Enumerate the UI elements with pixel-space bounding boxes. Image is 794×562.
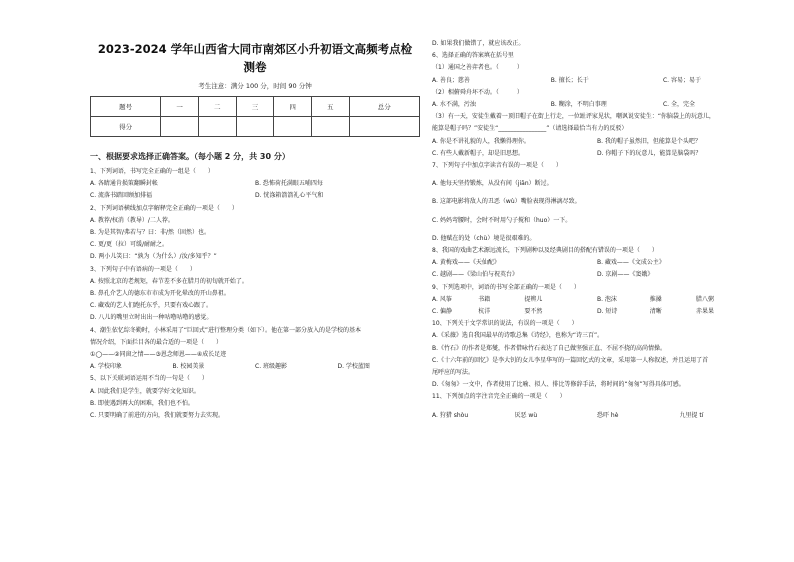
score-table bbox=[90, 96, 420, 137]
option: C. 班级趣影 bbox=[255, 363, 288, 371]
score-cell[interactable] bbox=[349, 117, 419, 137]
option: B. 我的帽子虽然旧，但能算是个头吧？ bbox=[597, 137, 701, 145]
question-8-options bbox=[432, 269, 762, 281]
question-10: 10、下列关于文学常识的说法，有误的一项是（ ） bbox=[432, 320, 578, 328]
question-6-2: （2）相俯舜舟坏不动。（ ） bbox=[432, 88, 523, 96]
option: A.《采薇》选自我国最早的诗歌总集《诗经》，也称为“诗三百”。 bbox=[432, 332, 604, 340]
option: C. 越剧——《梁山伯与祝英台》 bbox=[432, 271, 519, 279]
question-4-cont: 情况介绍，下面拦目各的最合适的一项是（ ） bbox=[90, 338, 223, 346]
question-9-options bbox=[432, 294, 762, 306]
option: D. 学校蓝图 bbox=[337, 363, 370, 371]
option: D. 恍涤箱箭箭礼心平气和 bbox=[255, 192, 324, 200]
score-cell[interactable] bbox=[161, 117, 199, 137]
score-header-cell: 总分 bbox=[349, 97, 419, 117]
exam-note: 考生注意：满分 100 分，时间 90 分钟 bbox=[198, 82, 312, 90]
question-8: 8、我国的戏曲艺术源远流长，下列剧种以及经典剧目的搭配有错误的一项是（ ） bbox=[432, 247, 658, 255]
option: B. 校园美景 bbox=[172, 363, 205, 371]
left-column bbox=[90, 0, 420, 422]
option: B. 鼻孔介艺人的德东市市成为开化晕改的开山鼻祖。 bbox=[90, 290, 230, 298]
option-word: 推搡 bbox=[649, 295, 662, 303]
question-8-options bbox=[432, 257, 762, 269]
score-cell[interactable] bbox=[236, 117, 274, 137]
option: B. 泡沫 bbox=[596, 295, 617, 303]
option-word: 杭洋 bbox=[478, 308, 491, 316]
option-cont: 尾呼应的写法。 bbox=[432, 369, 475, 377]
option: D. 短诗 bbox=[596, 308, 618, 316]
question-4-options bbox=[90, 361, 420, 373]
question-6-3-cont: 能算是帽子吗？”安徒生“________________”（请选择最恰当有力的反驳） bbox=[432, 125, 628, 133]
option-word: 腊八粥 bbox=[695, 295, 714, 303]
option: D. 八儿的嘴里立时出出一种咕噜咕噜的感觉。 bbox=[90, 314, 213, 322]
option: B. 这部电影将敌人的丑恶（wù）嘴脸表现得淋漓尽致。 bbox=[432, 198, 581, 206]
option: D.《匆匆》一文中，作者使用了比喻、拟人、排比等修辞手法，将时间的“匆匆”写得具体可感。 bbox=[432, 381, 685, 389]
option: A. 按照北京的老规矩，春节差不多在腊月的初旬就开始了。 bbox=[90, 277, 248, 285]
question-5: 5、以下关联词语运用不当的一句是（ ） bbox=[90, 375, 208, 383]
option-word: 厌恶 wù bbox=[514, 411, 538, 419]
section-1-title: 一、根据要求选择正确答案。（每小题 2 分，共 30 分） bbox=[90, 152, 290, 161]
option-word: 恐吓 hè bbox=[597, 411, 619, 419]
option-word: 赤果果 bbox=[695, 308, 714, 316]
option-word: 九里提 tí bbox=[679, 411, 704, 419]
score-header-cell: 三 bbox=[236, 97, 274, 117]
score-header-cell: 一 bbox=[161, 97, 199, 117]
option: A. 你是不讲礼貌的人，我懒得理你。 bbox=[432, 137, 530, 145]
option: A. 善良；慈善 bbox=[432, 76, 470, 84]
option: C. 偏静 bbox=[432, 308, 453, 316]
option: A. 学校印象 bbox=[90, 363, 122, 371]
option: D. 他赋在的处（chù）境是很艰难的。 bbox=[432, 234, 536, 242]
question-7: 7、下列句子中加点字读音有误的一项是（ ） bbox=[432, 162, 562, 170]
option: C. 有些人戴新帽子，却是旧思想。 bbox=[432, 149, 525, 157]
option: C. 藏戏的艺人们跑托东乎，只要有戏心跟了。 bbox=[90, 302, 213, 310]
score-cell[interactable] bbox=[274, 117, 312, 137]
option: D. 两小儿笑曰：“孰为（为什么）/汝/多知乎？” bbox=[90, 253, 217, 261]
question-6-1-options bbox=[432, 75, 762, 87]
option: A. 水不满，污浊 bbox=[432, 101, 476, 109]
title-line-2: 测卷 bbox=[243, 60, 267, 74]
score-table-header-row bbox=[91, 97, 420, 117]
question-6-1: （1）通国之善弈者也。（ ） bbox=[432, 64, 523, 72]
option: B. 为是其智/弗若与？曰：非/然（固然）也。 bbox=[90, 229, 210, 237]
option: C. 更/更（拉）可缓/耐耐之。 bbox=[90, 241, 169, 249]
score-header-cell: 四 bbox=[274, 97, 312, 117]
question-4: 4、潮生依忆综冬勤时，小林采用了“巨回式”进行整理分类（如下）。他在第一部分放入的是学校的基本 bbox=[90, 326, 362, 334]
option: A. 因此我们是学生，就要学好文化知识。 bbox=[90, 387, 200, 395]
question-9-options bbox=[432, 306, 762, 318]
question-9: 9、下列选项中，词语的书写全部正确的一项是（ ） bbox=[432, 283, 580, 291]
exam-title bbox=[90, 40, 420, 76]
option: C. 流落书踏回顾加排福 bbox=[90, 192, 153, 200]
score-header-cell: 五 bbox=[311, 97, 349, 117]
question-6: 6、选择正确的答案填在括号里 bbox=[432, 52, 514, 60]
question-3: 3、下列句子中有语病的一项是（ ） bbox=[90, 265, 196, 273]
option-word: 提辨儿 bbox=[524, 295, 543, 303]
question-6-2-options bbox=[432, 99, 762, 111]
question-1: 1、下列词语，书写完全正确的一组是（ ） bbox=[90, 168, 214, 175]
option: C.《十六年前的回忆》是李大钊的女儿李星华写的一篇回忆式的文章，采用第一人称叙述，并且运用了首 bbox=[432, 356, 709, 364]
score-table-score-row bbox=[91, 117, 420, 137]
option: A. 风筝 bbox=[432, 295, 452, 303]
question-1-options bbox=[90, 178, 420, 190]
option: C. 容易；易于 bbox=[662, 76, 701, 84]
question-6-3-options bbox=[432, 136, 762, 148]
question-1-options bbox=[90, 190, 420, 202]
score-cell[interactable] bbox=[198, 117, 236, 137]
option: A. 教荐/权消（教导）/二人荐。 bbox=[90, 216, 174, 224]
question-4-outline: ①◯——②同窗之情——③恩念师恩——④成长足迹 bbox=[90, 351, 227, 359]
option: A. 狩猎 shòu bbox=[432, 411, 469, 419]
option: C. 全，完全 bbox=[662, 101, 695, 109]
score-header-cell: 二 bbox=[198, 97, 236, 117]
right-column bbox=[432, 38, 762, 422]
title-line-1: 2023-2024 学年山西省大同市南郊区小升初语文高频考点检 bbox=[97, 42, 413, 56]
option-word: 要不然 bbox=[524, 308, 543, 316]
score-cell[interactable] bbox=[311, 117, 349, 137]
question-11: 11、下列加点的字注音完全正确的一项是（ ） bbox=[432, 393, 566, 401]
option: A. 各睛通肯损策翻瞬封帐 bbox=[90, 180, 158, 188]
option: B. 恐怖荷托满眼五哺四每 bbox=[255, 180, 323, 188]
option-word: 书籍 bbox=[478, 295, 491, 303]
option: B. 擅长；长于 bbox=[550, 76, 589, 84]
option: B. 糊涂，不明白事理 bbox=[550, 101, 607, 109]
option: B.《竹石》的作者是郑燮，作者借咏竹石表达了自己做坚强正直、不屈不挠的高尚情操。 bbox=[432, 344, 667, 352]
question-2: 2、下列词语横线加点字解释完全正确的一项是（ ） bbox=[90, 204, 238, 212]
score-header-cell: 题号 bbox=[91, 97, 161, 117]
option: A. 黄梅戏——《天仙配》 bbox=[432, 259, 500, 267]
option: D. 京剧——《窦娥》 bbox=[597, 271, 654, 279]
question-6-3-options bbox=[432, 148, 762, 160]
option: B. 藏戏——《文成公主》 bbox=[597, 259, 665, 267]
option: C. 只要明确了前进的方向，我们就要努力去实现。 bbox=[90, 412, 225, 420]
option-word: 清晰 bbox=[649, 308, 662, 316]
question-6-3: （3）有一天，安徒生戴着一顶旧帽子在街上行走，一位趾评家见状，嘲讽说安徒生：“你脑袋上的玩意儿， bbox=[432, 113, 715, 121]
score-row-label: 得分 bbox=[91, 117, 161, 137]
option: C. 妈妈弯腰时，会时不时用勺子搅和（huo）一下。 bbox=[432, 216, 572, 224]
option: B. 即使遇到再大的困难，我们也不怕。 bbox=[90, 399, 194, 407]
option: D. 如果我们做错了，就应该改正。 bbox=[432, 40, 525, 47]
question-11-options bbox=[432, 410, 762, 422]
option: A. 他每天坚持锻炼，从没有间（jiān）断过。 bbox=[432, 180, 553, 188]
option: D. 你帽子下的玩意儿，能算是脑袋吗？ bbox=[597, 149, 702, 157]
